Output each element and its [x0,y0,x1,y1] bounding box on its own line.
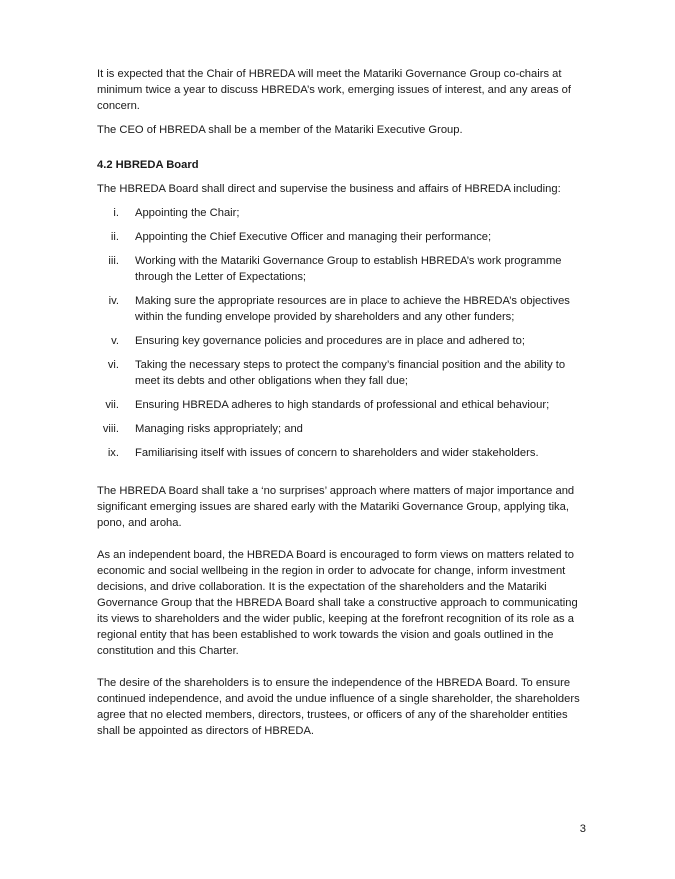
list-item-text: Ensuring key governance policies and procedures are in place and adhered to; [135,335,525,347]
paragraph-shareholders-desire: The desire of the shareholders is to ensure the independence of the HBREDA Board. To ensure continued independence, and avoid the undue influence of a single shareholder, the shareholders agree that no elected members, directors, trustees, or officers of any of the shareholder entities shall be appointed as directors of HBREDA. [97,677,580,737]
paragraph-independent-board: As an independent board, the HBREDA Board is encouraged to form views on matters related to economic and social wellbeing in the region in order to advocate for change, inform investment decisions, and drive collaboration. It is the expectation of the shareholders and the Matariki Governance Group that the HBREDA Board shall take a constructive approach to communicating its views to shareholders and the wider public, keeping at the forefront recognition of its role as a regional entity that has been established to work towards the vision and goals outlined in the constitution and this Charter. [97,549,578,657]
list-item-text: Ensuring HBREDA adheres to high standards of professional and ethical behaviour; [135,399,550,411]
list-item-number: i. [113,207,119,219]
responsibilities-list [97,205,587,461]
list-item [97,397,587,413]
list-item-text: Appointing the Chair; [135,207,240,219]
list-item-text: Taking the necessary steps to protect the company’s financial position and the ability to meet its debts and other obligations when they fall due; [135,359,566,387]
list-item-text: Familiarising itself with issues of concern to shareholders and wider stakeholders. [135,447,539,459]
list-item-number: iii. [108,255,119,267]
list-item-number: v. [111,335,119,347]
list-item [97,333,587,349]
paragraph-no-surprises: The HBREDA Board shall take a ‘no surprises’ approach where matters of major importance and significant emerging issues are shared early with the Matariki Governance Group, applying tika, pono, and aroha. [97,485,575,529]
list-item-number: viii. [102,423,119,435]
list-item [97,421,587,437]
section-heading: 4.2 HBREDA Board [97,159,199,171]
paragraph-chair-meeting: It is expected that the Chair of HBREDA will meet the Matariki Governance Group co-chairs at minimum twice a year to discuss HBREDA’s work, emerging issues of interest, and any areas of concern. [97,68,571,112]
list-item-text: Making sure the appropriate resources are in place to achieve the HBREDA’s objectives within the funding envelope provided by shareholders and any other funders; [135,295,570,323]
list-item-number: iv. [108,295,119,307]
list-item [97,357,587,389]
list-item-number: vi. [107,359,119,371]
list-item-text: Appointing the Chief Executive Officer and managing their performance; [135,231,492,243]
list-item-number: ii. [110,231,119,243]
list-item-text: Managing risks appropriately; and [135,423,303,435]
list-item [97,205,587,221]
paragraph-ceo-member: The CEO of HBREDA shall be a member of the Matariki Executive Group. [97,124,463,136]
section-intro: The HBREDA Board shall direct and supervise the business and affairs of HBREDA including: [97,183,561,195]
page-number: 3 [579,823,586,835]
list-item-number: ix. [107,447,119,459]
list-item [97,229,587,245]
list-item [97,445,587,461]
list-item-number: vii. [105,399,119,411]
document-page [97,66,587,739]
list-item [97,293,587,325]
list-item-text: Working with the Matariki Governance Group to establish HBREDA’s work programme through the Letter of Expectations; [135,255,562,283]
list-item [97,253,587,285]
